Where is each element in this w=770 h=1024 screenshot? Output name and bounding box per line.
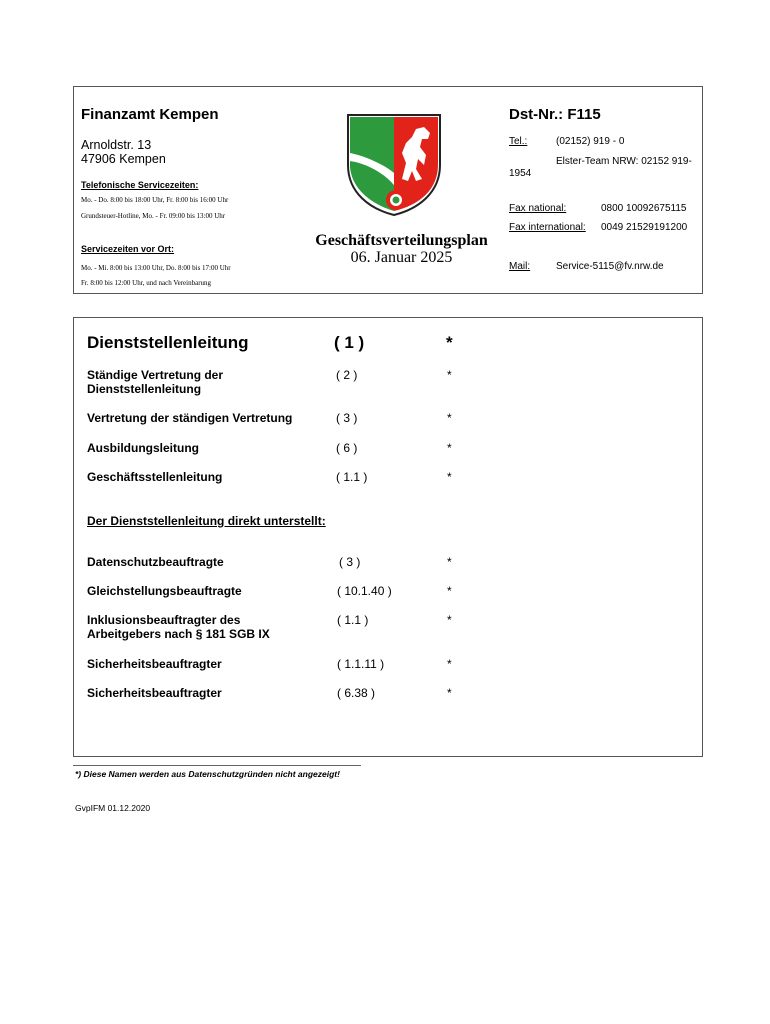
sub-num-3: ( 1.1 ) xyxy=(337,613,369,627)
sub-label-1: Datenschutzbeauftragte xyxy=(87,555,224,569)
sub-num-1: ( 3 ) xyxy=(339,555,361,569)
phone-service-title: Telefonische Servicezeiten: xyxy=(81,180,199,190)
tel-label: Tel.: xyxy=(509,136,528,147)
sub-label-4: Sicherheitsbeauftragter xyxy=(87,657,222,671)
plan-date: 06. Januar 2025 xyxy=(350,249,453,266)
sub-star-2: * xyxy=(447,584,452,598)
sub-num-4: ( 1.1.11 ) xyxy=(337,657,385,671)
sub-label-3a: Inklusionsbeauftragter des xyxy=(87,613,241,627)
phone-service-hours: Mo. - Do. 8:00 bis 18:00 Uhr, Fr. 8:00 bis 16:00 Uhr xyxy=(81,196,229,204)
row-label-1a: Ständige Vertretung der xyxy=(87,368,224,382)
office-name: Finanzamt Kempen xyxy=(81,106,219,123)
row-star-4: * xyxy=(447,470,452,484)
sub-star-5: * xyxy=(447,686,452,700)
elster-team-line1: Elster-Team NRW: 02152 919- xyxy=(556,156,692,167)
footer-code: GvpIFM 01.12.2020 xyxy=(75,803,151,813)
row-star-1: * xyxy=(447,368,452,382)
address-city: 47906 Kempen xyxy=(81,152,166,166)
row-label-4: Geschäftsstellenleitung xyxy=(87,470,223,484)
tel-value: (02152) 919 - 0 xyxy=(556,136,625,147)
footnote-rule xyxy=(73,765,361,766)
row-label-3: Ausbildungsleitung xyxy=(87,441,199,455)
row-num-3: ( 6 ) xyxy=(336,441,358,455)
head-star: * xyxy=(446,333,453,352)
address-street: Arnoldstr. 13 xyxy=(81,138,152,152)
fax-international-label: Fax international: xyxy=(509,222,586,233)
dst-number: Dst-Nr.: F115 xyxy=(509,106,601,123)
sub-star-1: * xyxy=(447,555,452,569)
onsite-service-title: Servicezeiten vor Ort: xyxy=(81,244,175,254)
head-label: Dienststellenleitung xyxy=(87,333,249,352)
sub-label-5: Sicherheitsbeauftragter xyxy=(87,686,222,700)
grundsteuer-hotline: Grundsteuer-Hotline, Mo. - Fr. 09:00 bis 13:00 Uhr xyxy=(81,212,226,220)
sub-num-5: ( 6.38 ) xyxy=(337,686,376,700)
sub-label-2: Gleichstellungsbeauftragte xyxy=(87,584,242,598)
row-label-2: Vertretung der ständigen Vertretung xyxy=(87,411,293,425)
row-star-2: * xyxy=(447,411,452,425)
row-num-4: ( 1.1 ) xyxy=(336,470,368,484)
row-num-2: ( 3 ) xyxy=(336,411,358,425)
plan-title: Geschäftsverteilungsplan xyxy=(315,232,488,249)
row-label-1b: Dienststellenleitung xyxy=(87,382,202,396)
elster-team-line2: 1954 xyxy=(509,168,532,179)
mail-value: Service-5115@fv.nrw.de xyxy=(556,261,664,272)
footnote: *) Diese Namen werden aus Datenschutzgründen nicht angezeigt! xyxy=(75,769,340,779)
sub-label-3b: Arbeitgebers nach § 181 SGB IX xyxy=(87,627,270,641)
fax-national-value: 0800 10092675115 xyxy=(601,203,687,214)
fax-international-value: 0049 21529191200 xyxy=(601,222,688,233)
row-num-1: ( 2 ) xyxy=(336,368,358,382)
row-star-3: * xyxy=(447,441,452,455)
head-number: ( 1 ) xyxy=(334,333,365,352)
fax-national-label: Fax national: xyxy=(509,203,567,214)
sub-star-3: * xyxy=(447,613,452,627)
sub-star-4: * xyxy=(447,657,452,671)
rose-icon xyxy=(384,188,408,212)
mail-label: Mail: xyxy=(509,261,531,272)
onsite-hours-1: Mo. - Mi. 8:00 bis 13:00 Uhr, Do. 8:00 bis 17:00 Uhr xyxy=(81,264,231,272)
sub-num-2: ( 10.1.40 ) xyxy=(337,584,392,598)
onsite-hours-2: Fr. 8:00 bis 12:00 Uhr, und nach Vereinbarung xyxy=(81,279,212,287)
subordinate-title: Der Dienststellenleitung direkt unterstellt: xyxy=(87,514,326,528)
